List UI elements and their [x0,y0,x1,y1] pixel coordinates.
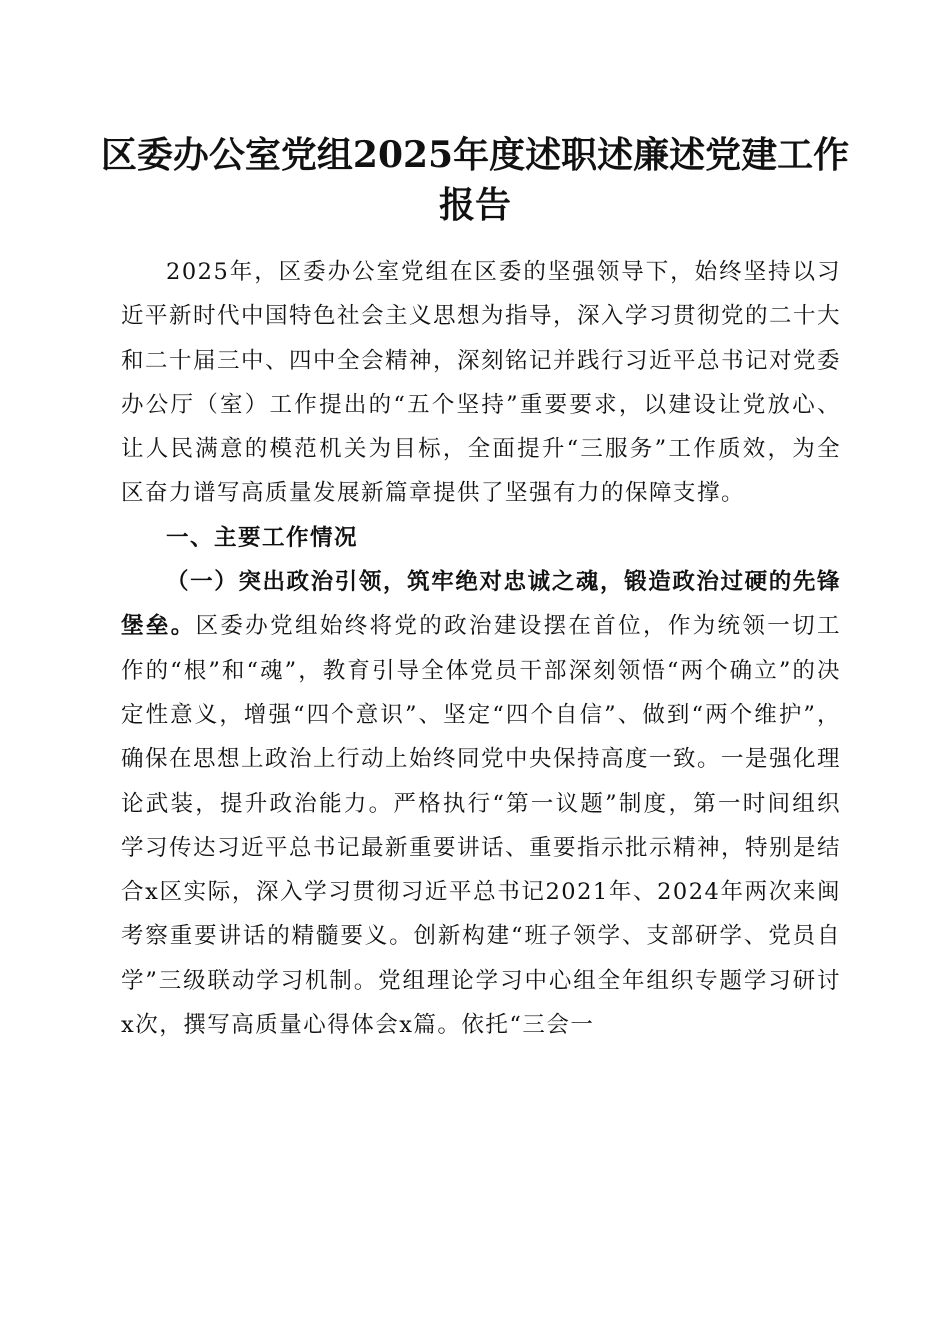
section-heading: 一、主要工作情况 [166,524,359,551]
document-body [121,250,841,1047]
intro-paragraph: 2025年，区委办公室党组在区委的坚强领导下，始终坚持以习近平新时代中国特色社会主义思想为指导，深入学习贯彻党的二十大和二十届三中、四中全会精神，深刻铭记并践行习近平总书记对党委办公厅（室）工作提出的“五个坚持”重要要求，以建设让党放心、让人民满意的模范机关为目标，全面提升“三服务”工作质效，为全区奋力谱写高质量发展新篇章提供了坚强有力的保障支撑。 [121,259,842,507]
subsection-paragraph [121,560,841,1047]
subsection-lead: （一）突出政治引领，筑牢绝对忠诚之魂，锻造政治过硬的先锋堡垒。 [121,569,841,640]
subsection-body: 区委办党组始终将党的政治建设摆在首位，作为统领一切工作的“根”和“魂”，教育引导全体党员干部深刻领悟“两个确立”的决定性意义，增强“四个意识”、坚定“四个自信”、做到“两个维护”，确保在思想上政治上行动上始终同党中央保持高度一致。一是强化理论武装，提升政治能力。严格执行“第一议题”制度，第一时间组织学习传达习近平总书记最新重要讲话、重要指示批示精神，特别是结合x区实际，深入学习贯彻习近平总书记2021年、2024年两次来闽考察重要讲话的精髓要义。创新构建“班子领学、支部研学、党员自学”三级联动学习机制。党组理论学习中心组全年组织专题学习研讨x次，撰写高质量心得体会x篇。依托“三会一 [121,613,842,1039]
document-title: 区委办公室党组2025年度述职述廉述党建工作报告 [100,134,850,226]
